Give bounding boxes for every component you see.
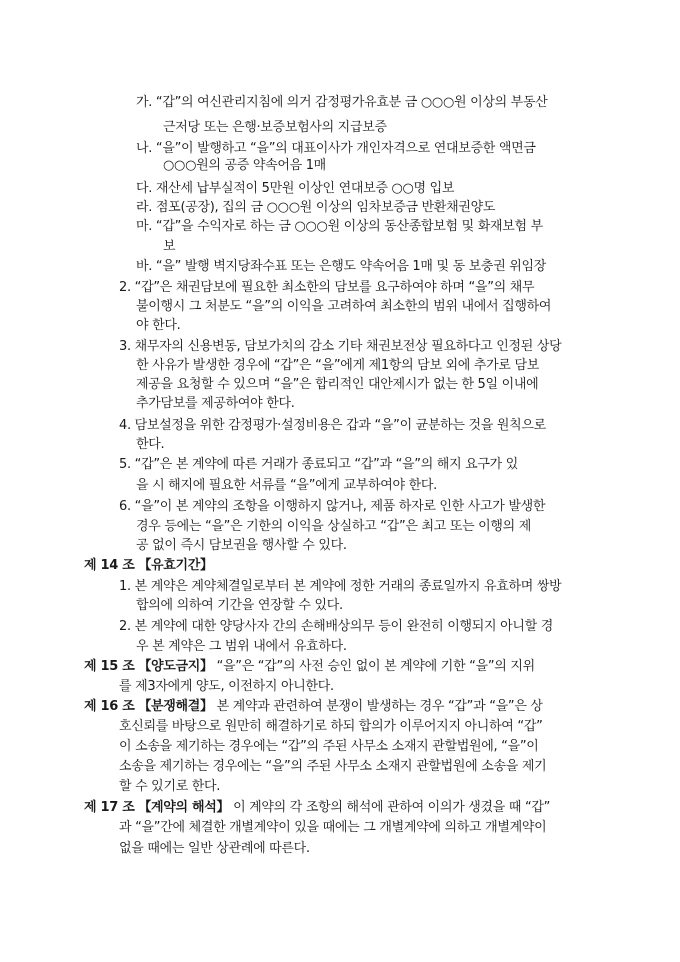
article-17-text: 이 계약의 각 조항의 해석에 관하여 이의가 생겼을 때 “갑” — [233, 800, 551, 815]
article-14-para-1: 1. 본 계약은 계약체결일로부터 본 계약에 정한 거래의 종료일까지 유효하며 쌍방 — [119, 579, 562, 594]
clause-para-6: 6. “을”이 본 계약의 조항을 이행하지 않거나, 제품 하자로 인한 사고가 발생한 — [119, 499, 546, 514]
clause-para-6-cont: 공 없이 즉시 담보권을 행사할 수 있다. — [136, 538, 347, 553]
article-16-cont: 할 수 있기로 한다. — [119, 779, 221, 794]
article-17-number: 제 17 조 — [84, 800, 135, 815]
article-16-title: 【분쟁해결】 — [138, 699, 213, 714]
clause-item-na: 나. “을”이 발행하고 “을”의 대표이사가 개인자격으로 연대보증한 액면금 — [136, 141, 536, 156]
clause-para-2-cont: 야 한다. — [136, 318, 181, 333]
clause-item-ma: 마. “갑”을 수익자로 하는 금 ○○○원 이상의 동산종합보험 및 화재보험 부 — [136, 219, 543, 234]
article-15-number: 제 15 조 — [84, 659, 135, 674]
clause-para-3: 3. 채무자의 신용변동, 담보가치의 감소 기타 채권보전상 필요하다고 인정된 상당 — [119, 339, 562, 354]
clause-item-na-cont: ○○○원의 공증 약속어음 1매 — [163, 158, 326, 173]
article-14-title: 【유효기간】 — [138, 558, 213, 573]
article-16-text: 본 계약과 관련하여 분쟁이 발생하는 경우 “갑”과 “을”은 상 — [216, 699, 543, 714]
clause-para-4-cont: 한다. — [136, 437, 165, 452]
clause-item-ga: 가. “갑”의 여신관리지침에 의거 감정평가유효분 금 ○○○원 이상의 부동산 — [136, 95, 548, 110]
clause-item-ma-cont: 보 — [163, 239, 176, 254]
article-15-text: “을”은 “갑”의 사전 승인 없이 본 계약에 기한 “을”의 지위 — [216, 659, 535, 674]
clause-para-5: 5. “갑”은 본 계약에 따른 거래가 종료되고 “갑”과 “을”의 해지 요구가 있 — [119, 457, 519, 472]
clause-item-ba: 바. “을” 발행 벽지당좌수표 또는 은행도 약속어음 1매 및 동 보충권 위임장 — [136, 259, 547, 274]
clause-item-ga-cont: 근저당 또는 은행·보증보험사의 지급보증 — [163, 120, 387, 135]
article-17-cont: 과 “을”간에 체결한 개별계약이 있을 때에는 그 개별계약에 의하고 개별계약이 — [119, 820, 547, 835]
clause-item-da: 다. 재산세 납부실적이 5만원 이상인 연대보증 ○○명 입보 — [136, 181, 455, 196]
clause-para-6-cont: 경우 등에는 “을”은 기한의 이익을 상실하고 “갑”은 최고 또는 이행의 제 — [136, 519, 532, 534]
clause-para-2: 2. “갑”은 채권담보에 필요한 최소한의 담보를 요구하여야 하며 “을”의 채무 — [119, 280, 535, 295]
article-15-title: 【양도금지】 — [138, 659, 213, 674]
article-17 — [84, 799, 550, 817]
article-14-para-2-cont: 우 본 계약은 그 범위 내에서 유효하다. — [136, 639, 347, 654]
clause-para-3-cont: 추가담보를 제공하여야 한다. — [136, 396, 295, 411]
article-17-title: 【계약의 해석】 — [138, 800, 230, 815]
article-14-para-1-cont: 합의에 의하여 기간을 연장할 수 있다. — [136, 598, 343, 613]
article-16 — [84, 698, 543, 716]
article-14-para-2: 2. 본 계약에 대한 양당사자 간의 손해배상의무 등이 완전히 이행되지 아니할 경 — [119, 619, 553, 634]
clause-para-5-cont: 을 시 해지에 필요한 서류를 “을”에게 교부하여야 한다. — [136, 478, 437, 493]
article-16-cont: 호신뢰를 바탕으로 원만히 해결하기로 하되 합의가 이루어지지 아니하여 “갑” — [119, 719, 543, 734]
clause-para-2-cont: 불이행시 그 처분도 “을”의 이익을 고려하여 최소한의 범위 내에서 집행하여 — [136, 299, 552, 314]
clause-para-3-cont: 제공을 요청할 수 있으며 “을”은 합리적인 대안제시가 없는 한 5일 이내에 — [136, 377, 539, 392]
article-14-number: 제 14 조 — [84, 558, 135, 573]
clause-item-ra: 라. 점포(공장), 집의 금 ○○○원 이상의 임차보증금 반환채권양도 — [136, 200, 496, 215]
article-16-cont: 이 소송을 제기하는 경우에는 “갑”의 주된 사무소 소재지 관할법원에, “을”이 — [119, 739, 539, 754]
article-15-cont: 를 제3자에게 양도, 이전하지 아니한다. — [119, 679, 334, 694]
article-17-cont: 없을 때에는 일반 상관례에 따른다. — [119, 841, 310, 856]
article-16-cont: 소송을 제기하는 경우에는 “을”의 주된 사무소 소재지 관할법원에 소송을 제기 — [119, 759, 547, 774]
article-15 — [84, 658, 535, 676]
article-16-number: 제 16 조 — [84, 699, 135, 714]
clause-para-4: 4. 담보설정을 위한 감정평가·설정비용은 갑과 “을”이 균분하는 것을 원칙으로 — [119, 418, 546, 433]
clause-para-3-cont: 한 사유가 발생한 경우에 “갑”은 “을”에게 제1항의 담보 외에 추가로 담보 — [136, 358, 540, 373]
article-14-heading — [84, 557, 213, 575]
